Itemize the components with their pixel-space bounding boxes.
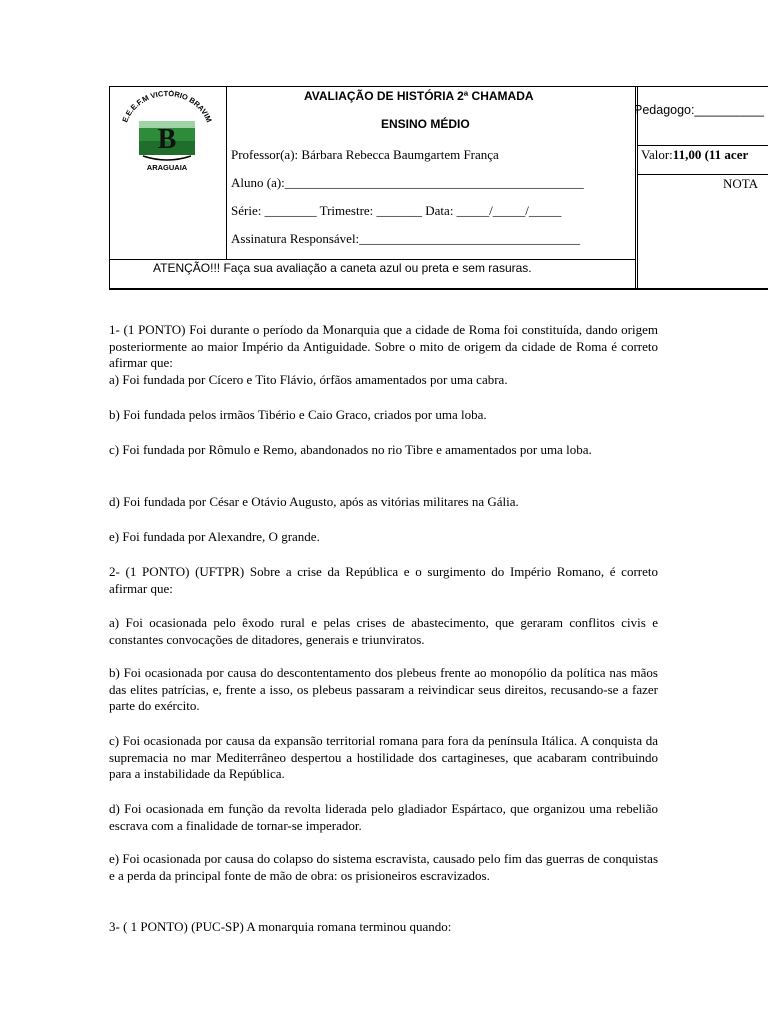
option-e: e) Foi ocasionada por causa do colapso do sistema escravista, causado pelo fim das guerras de conquistas e a perda da principal fonte de mão de obra: os prisioneiros escravizados.: [109, 851, 658, 883]
exam-header-table: [109, 86, 768, 289]
option-c: c) Foi fundada por Rômulo e Remo, abandonados no rio Tibre e amamentados por uma loba.: [109, 442, 592, 457]
professor-line: Professor(a): Bárbara Rebecca Baumgartem França: [231, 147, 499, 162]
option-a: a) Foi ocasionada pelo êxodo rural e pelas crises de abastecimento, que geraram conflitos civis e constantes convocações de ditadores, generais e triunviratos.: [109, 615, 658, 647]
option-d: d) Foi ocasionada em função da revolta liderada pelo gladiador Espártaco, que organizou uma rebelião escrava com a finalidade de tornar-se imperador.: [109, 801, 658, 833]
option-b: b) Foi ocasionada por causa do descontentamento dos plebeus frente ao monopólio da política nas mãos das elites patrícias, e, frente a isso, os plebeus passaram a reivindicar seus direitos, recusando-se a fazer parte do exército.: [109, 665, 658, 713]
exam-subtitle: ENSINO MÉDIO: [381, 117, 470, 131]
option-a: a) Foi fundada por Cícero e Tito Flávio, órfãos amamentados por uma cabra.: [109, 371, 508, 387]
option-b: b) Foi fundada pelos irmãos Tibério e Caio Graco, criados por uma loba.: [109, 407, 487, 422]
school-logo: [113, 90, 221, 178]
question-3-text: 3- ( 1 PONTO) (PUC-SP) A monarquia romana terminou quando:: [109, 919, 452, 934]
logo-letter: B: [157, 124, 177, 155]
value-label: Valor:: [641, 147, 673, 162]
pedagogo-field: Pedagogo:__________: [634, 103, 764, 117]
grade-label: NOTA: [723, 176, 759, 191]
logo-arc-text: E.E.E.F.M VICTÓRIO BRAVIM: [120, 90, 214, 124]
question-1: [109, 322, 658, 388]
logo-bottom-text: ARAGUAIA: [146, 163, 188, 172]
exam-title: AVALIAÇÃO DE HISTÓRIA 2ª CHAMADA: [304, 89, 534, 103]
series-date-line: Série: ________ Trimestre: _______ Data: _____/_____/_____: [231, 203, 562, 218]
svg-text:E.E.E.F.M VICTÓRIO BRAVIM: [120, 90, 213, 124]
question-2-text: 2- (1 PONTO) (UFTPR) Sobre a crise da República e o surgimento do Império Romano, é correto afirmar que:: [109, 564, 658, 596]
attention-note: ATENÇÃO!!! Faça sua avaliação a caneta azul ou preta e sem rasuras.: [153, 261, 532, 275]
option-c: c) Foi ocasionada por causa da expansão territorial romana para fora da península Itálica. A conquista da supremacia no mar Mediterrâneo despertou a hostilidade dos cartagineses, que acabaram contribuindo para a instabilidade da República.: [109, 733, 658, 781]
option-e: e) Foi fundada por Alexandre, O grande.: [109, 529, 320, 544]
value-amount: 11,00 (11 acer: [672, 147, 749, 162]
student-name-field: Aluno (a):______________________________________________: [231, 175, 584, 190]
question-text: 1- (1 PONTO) Foi durante o período da Monarquia que a cidade de Roma foi constituída, dando origem posteriormente ao maior Império da Antiguidade. Sobre o mito de origem da cidade de Roma é correto afirmar que:: [109, 322, 658, 370]
signature-line: Assinatura Responsável:__________________________________: [231, 231, 581, 246]
grade-value: [641, 147, 748, 163]
option-d: d) Foi fundada por César e Otávio Augusto, após as vitórias militares na Gália.: [109, 494, 519, 509]
